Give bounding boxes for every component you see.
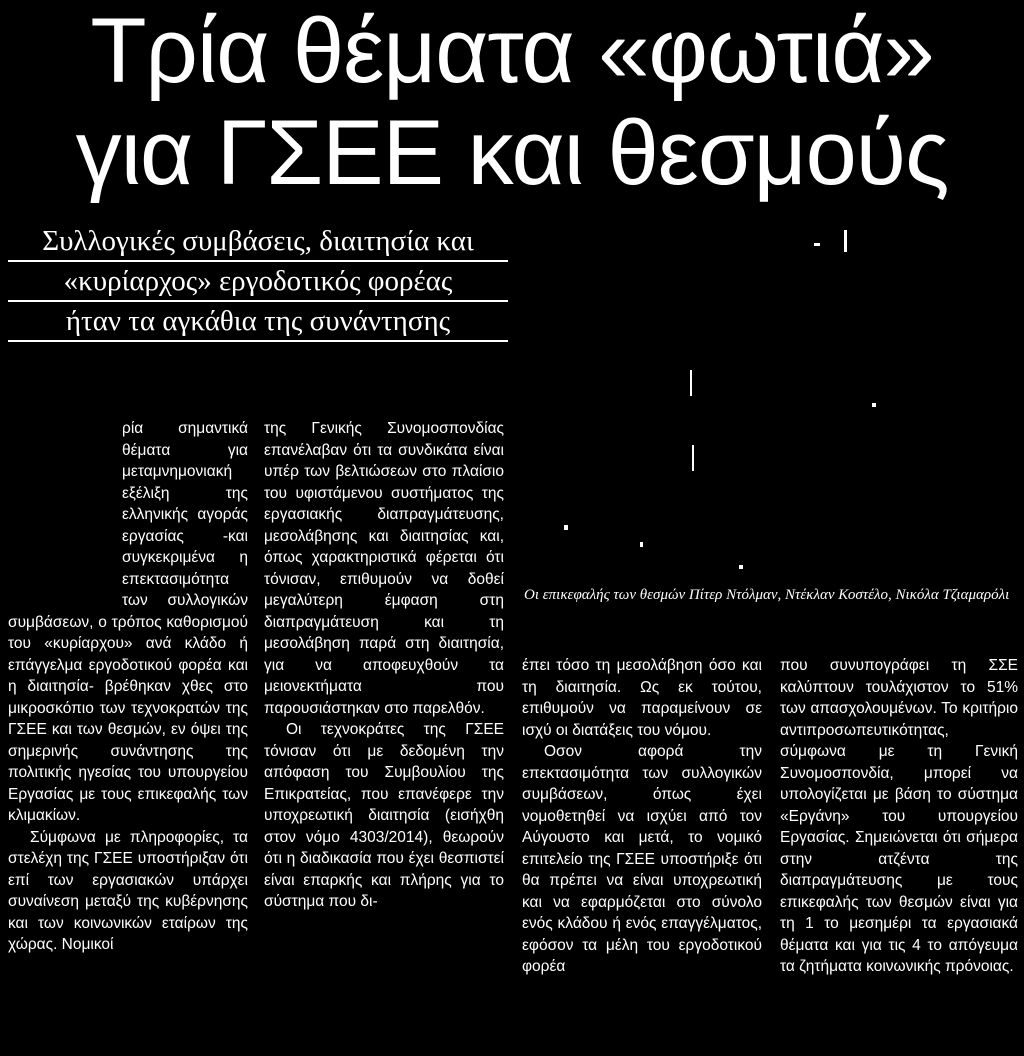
article-column-1 <box>8 418 248 956</box>
photo-speck <box>739 565 743 569</box>
photo-speck <box>814 243 820 246</box>
column-3-paragraph-1: έπει τόσο τη μεσολάβηση όσο και τη διαιτησία. Ως εκ τούτου, επιθυμούν να παραμείνουν σε ισχύ οι διατάξεις του νόμου. <box>522 657 762 739</box>
drop-cap-space <box>8 418 118 593</box>
article-column-2 <box>264 418 504 913</box>
column-1-paragraph-2: Σύμφωνα με πληροφορίες, τα στελέχη της ΓΣΕΕ υποστήριξαν ότι επί των εργασιακών υπάρχει συναίνεση μεταξύ της κυβέρνησης και των κοινωνικών εταίρων της χώρας. Νομικοί <box>8 828 248 953</box>
photo-speck <box>844 230 847 252</box>
photo-speck <box>872 403 876 407</box>
photo-dark <box>514 215 1024 585</box>
subheadline-line-1: Συλλογικές συμβάσεις, διαιτησία και <box>8 222 508 262</box>
article-column-4 <box>780 655 1018 978</box>
subheadline-line-3: ήταν τα αγκάθια της συνάντησης <box>8 302 508 342</box>
headline <box>0 0 1024 204</box>
photo-speck <box>692 445 694 471</box>
photo-caption: Οι επικεφαλής των θεσμών Πίτερ Ντόλμαν, Ντέκλαν Κοστέλο, Νικόλα Τζιαμαρόλι <box>524 587 1010 603</box>
photo-speck <box>640 542 643 547</box>
column-3-paragraph-2: Οσον αφορά την επεκτασιμότητα των συλλογικών συμβάσεων, όπως έχει νομοθετηθεί να ισχύει από τον Αύγουστο και μετά, το νομικό επιτελείο της ΓΣΕΕ υποστήριξε ότι θα πρέπει να είναι υποχρεωτική και να εφαρμόζεται στο σύνολο ενός κλάδου ή ενός επαγγέλματος, εφόσον τα μέλη του εργοδοτικού φορέα <box>522 743 762 975</box>
column-2-paragraph-1: της Γενικής Συνομοσπονδίας επανέλαβαν ότι τα συνδικάτα είναι υπέρ των βελτιώσεων στο πλαίσιο του υφιστάμενου συστήματος της εργασιακής διαπραγμάτευσης, μεσολάβησης και διαιτησίας και, όπως χαρακτηριστικά φέρεται ότι τόνισαν, επιθυμούν να δοθεί μεγαλύτερη έμφαση στη διαπραγμάτευση και τη μεσολάβηση παρά στη διαιτησία, για να αποφευχθούν τα μειονεκτήματα που παρουσιάστηκαν στο παρελθόν. <box>264 420 504 717</box>
column-4-paragraph-1: που συνυπογράφει τη ΣΣΕ καλύπτουν τουλάχιστον το 51% των απασχολουμένων. Το κριτήριο αντιπροσωπευτικότητας, σύμφωνα με τη Γενική Συνομοσπονδία, μπορεί να υπολογίζεται με βάση το σύστημα «Εργάνη» του υπουργείου Εργασίας. Σημειώνεται ότι σήμερα στην ατζέντα της διαπραγμάτευσης με τους επικεφαλής των θεσμών είναι για τη 1 το μεσημέρι τα εργασιακά θέματα και για τις 4 το απόγευμα τα ζητήματα κοινωνικής πρόνοιας. <box>780 657 1018 975</box>
photo-speck <box>564 525 568 530</box>
headline-line-2: για ΓΣΕΕ και θεσμούς <box>75 102 949 204</box>
column-1-paragraph-1: ρία σημαντικά θέματα για μεταμνημονιακή εξέλιξη της ελληνικής αγοράς εργασίας -και συγκεκριμένα η επεκτασιμότητα των συλλογικών συμβάσεων, ο τρόπος καθορισμού του «κυρίαρχου» ανά κλάδο ή επάγγελμα εργοδοτικού φορέα και η διαιτησία- βρέθηκαν χθες στο μικροσκόπιο των τεχνοκρατών της ΓΣΕΕ και των θεσμών, εν όψει της σημερινής συνάντησης της πολιτικής ηγεσίας του υπουργείου Εργασίας με τους επικεφαλής των κλιμακίων. <box>8 420 248 824</box>
column-2-paragraph-2: Οι τεχνοκράτες της ΓΣΕΕ τόνισαν ότι με δεδομένη την απόφαση του Συμβουλίου της Επικρατείας, που επανέφερε την υποχρεωτική διαιτησία (εισήχθη στον νόμο 4303/2014), θεωρούν ότι η διαδικασία που έχει θεσπιστεί είναι επαρκής και πλήρης για το σύστημα που δι- <box>264 721 504 910</box>
subheadline-line-2: «κυρίαρχος» εργοδοτικός φορέας <box>8 262 508 302</box>
photo-speck <box>690 370 692 396</box>
headline-line-1: Τρία θέματα «φωτιά» <box>90 0 934 102</box>
article-column-3 <box>522 655 762 978</box>
subheadline <box>8 222 508 342</box>
